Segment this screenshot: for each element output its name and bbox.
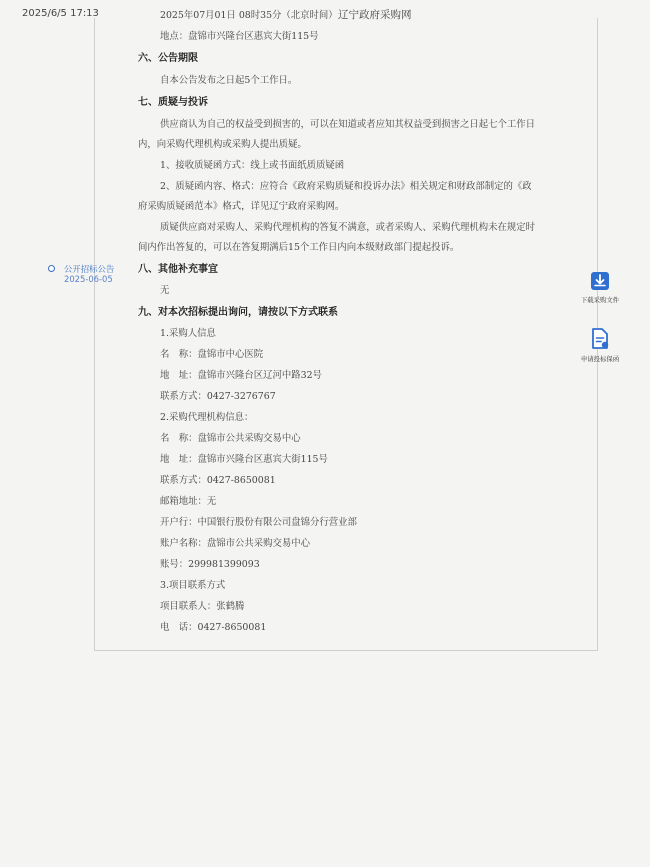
print-site-title: 辽宁政府采购网 <box>338 9 412 21</box>
agency-account-number: 账号：299981399093 <box>160 559 260 570</box>
apply-guarantee-button[interactable] <box>572 327 628 363</box>
apply-guarantee-label: 申请投标保函 <box>580 355 620 363</box>
download-icon <box>589 270 611 292</box>
open-location: 地点：盘锦市兴隆台区惠宾大街115号 <box>160 31 319 42</box>
buyer-name: 名 称：盘锦市中心医院 <box>160 349 264 360</box>
project-contact-person: 项目联系人：张鹤腾 <box>160 601 245 612</box>
agency-bank: 开户行：中国银行股份有限公司盘锦分行营业部 <box>160 517 357 528</box>
section-7-paragraph: 内，向采购代理机构或采购人提出质疑。 <box>138 139 307 150</box>
section-7-paragraph: 2、质疑函内容、格式：应符合《政府采购质疑和投诉办法》相关规定和财政部制定的《政 <box>160 181 532 192</box>
agency-email: 邮箱地址：无 <box>160 496 217 507</box>
agency-account-name: 账户名称：盘锦市公共采购交易中心 <box>160 538 311 549</box>
section-7-paragraph: 供应商认为自己的权益受到损害的，可以在知道或者应知其权益受到损害之日起七个工作日 <box>160 119 536 130</box>
section-9-heading: 九、对本次招标提出询问，请按以下方式联系 <box>138 307 338 318</box>
timeline-title[interactable]: 公开招标公告 <box>64 264 115 274</box>
section-7-paragraph: 间内作出答复的，可以在答复期满后15个工作日内向本级财政部门提起投诉。 <box>138 242 460 253</box>
buyer-address: 地 址：盘锦市兴隆台区辽河中路32号 <box>160 370 322 381</box>
section-7-paragraph: 质疑供应商对采购人、采购代理机构的答复不满意，或者采购人、采购代理机构未在规定时 <box>160 222 536 233</box>
timeline-dot-icon <box>48 265 55 272</box>
agency-contact: 联系方式：0427-8650081 <box>160 475 276 486</box>
agency-info-header: 2.采购代理机构信息： <box>160 412 254 423</box>
agency-address: 地 址：盘锦市兴隆台区惠宾大街115号 <box>160 454 328 465</box>
project-contact-phone: 电 话：0427-8650081 <box>160 622 267 633</box>
download-files-label: 下载采购文件 <box>580 296 620 304</box>
agency-name: 名 称：盘锦市公共采购交易中心 <box>160 433 301 444</box>
open-time: 2025年07月01日 08时35分（北京时间） <box>160 10 338 21</box>
timeline-date: 2025-06-05 <box>64 274 113 284</box>
section-6-heading: 六、公告期限 <box>138 53 198 64</box>
section-7-paragraph: 府采购质疑函范本》格式，详见辽宁政府采购网。 <box>138 201 345 212</box>
buyer-info-header: 1.采购人信息 <box>160 328 216 339</box>
section-6-text: 自本公告发布之日起5个工作日。 <box>160 75 298 86</box>
section-8-heading: 八、其他补充事宜 <box>138 264 218 275</box>
buyer-contact: 联系方式：0427-3276767 <box>160 391 276 402</box>
download-files-button[interactable] <box>572 270 628 304</box>
project-contact-header: 3.项目联系方式 <box>160 580 226 591</box>
print-datetime: 2025/6/5 17:13 <box>22 8 99 19</box>
document-icon <box>589 327 611 351</box>
section-7-paragraph: 1、接收质疑函方式：线上或书面纸质质疑函 <box>160 160 345 171</box>
section-7-heading: 七、质疑与投诉 <box>138 97 208 108</box>
section-8-text: 无 <box>160 285 170 296</box>
